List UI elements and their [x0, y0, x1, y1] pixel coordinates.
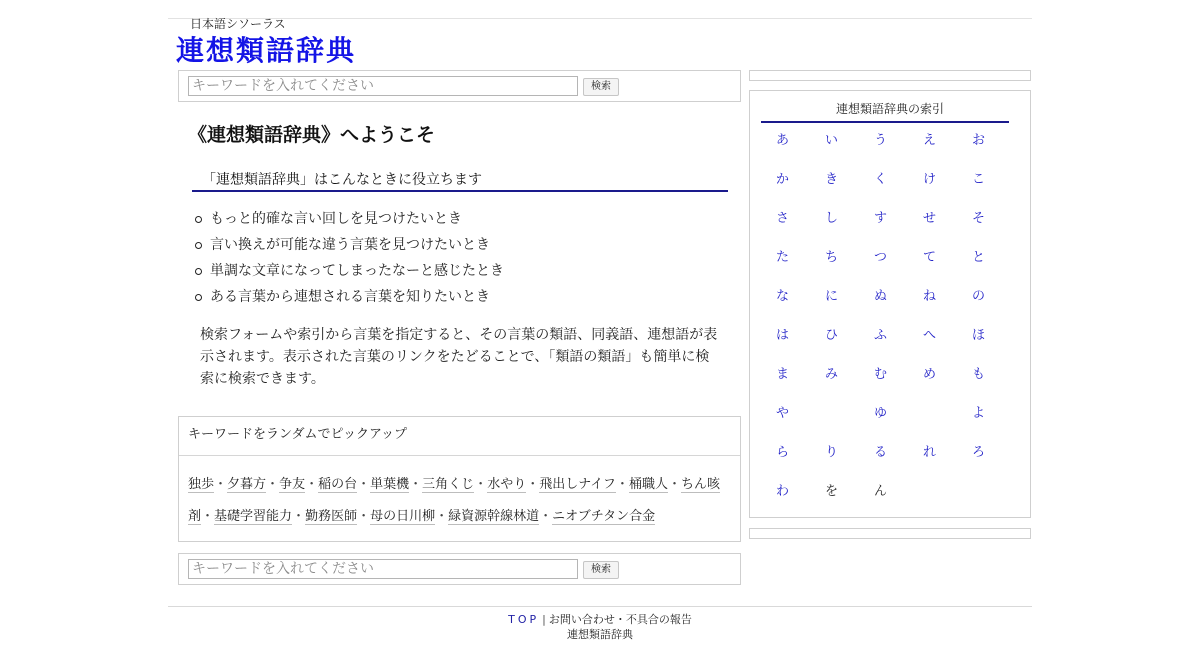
page-title: 《連想類語辞典》へようこそ: [188, 124, 436, 146]
footer-links: [0, 612, 1200, 628]
kana-index-link[interactable]: あ: [775, 133, 789, 148]
kana-index-link[interactable]: さ: [775, 211, 789, 226]
kana-index-link[interactable]: か: [775, 172, 789, 187]
word-separator: ・: [214, 477, 228, 492]
kana-index-link[interactable]: も: [971, 367, 985, 382]
kana-index-grid: [758, 127, 1003, 517]
header-top-rule: [168, 18, 1032, 19]
kana-index-link[interactable]: る: [873, 445, 887, 460]
pickup-word-link[interactable]: 独歩: [188, 477, 215, 492]
kana-index-link[interactable]: よ: [971, 406, 985, 421]
word-separator: ・: [305, 477, 319, 492]
kana-index-link[interactable]: こ: [971, 172, 985, 187]
kana-index-link[interactable]: ほ: [971, 328, 985, 343]
pickup-word-link[interactable]: 桶職人: [628, 477, 668, 492]
kana-index-link[interactable]: つ: [873, 250, 887, 265]
kana-index-link[interactable]: わ: [775, 484, 789, 499]
word-separator: ・: [357, 509, 371, 524]
kana-index-link[interactable]: そ: [971, 211, 985, 226]
word-separator: ・: [474, 477, 488, 492]
search-form-top: [178, 70, 741, 102]
word-separator: ・: [435, 509, 449, 524]
pickup-divider: [179, 455, 740, 456]
kana-index-link[interactable]: た: [775, 250, 789, 265]
kana-index-link[interactable]: と: [971, 250, 985, 265]
top-link[interactable]: TOP: [508, 613, 540, 626]
pickup-word-link[interactable]: 単葉機: [370, 477, 410, 492]
footer-rule: [168, 606, 1032, 607]
word-separator: ・: [539, 509, 553, 524]
list-item: ある言葉から連想される言葉を知りたいとき: [190, 284, 504, 310]
index-title-underline: [761, 121, 1009, 123]
site-subtitle: 日本語シソーラス: [190, 17, 286, 31]
kana-index-link[interactable]: け: [922, 172, 936, 187]
kana-index-link[interactable]: の: [971, 289, 985, 304]
pickup-word-link[interactable]: 緑資源幹線林道: [448, 509, 540, 524]
kana-index-link[interactable]: ん: [873, 484, 887, 499]
kana-index-link[interactable]: を: [824, 484, 838, 499]
word-separator: ・: [615, 477, 629, 492]
kana-index-link[interactable]: す: [873, 211, 887, 226]
pickup-word-link[interactable]: 勤務医師: [305, 509, 358, 524]
pickup-word-list: [188, 469, 736, 533]
index-title: 連想類語辞典の索引: [835, 102, 944, 116]
pickup-heading: キーワードをランダムでピックアップ: [188, 427, 408, 442]
section-heading: 「連想類語辞典」はこんなときに役立ちます: [202, 172, 482, 188]
list-item: もっと的確な言い回しを見つけたいとき: [190, 206, 504, 232]
kana-index-panel: [749, 90, 1031, 518]
kana-index-link[interactable]: に: [824, 289, 838, 304]
search-button[interactable]: 検索: [583, 78, 619, 96]
pickup-word-link[interactable]: ちん咳剤: [188, 477, 720, 524]
search-input[interactable]: [188, 559, 578, 579]
word-separator: ・: [409, 477, 423, 492]
kana-index-link[interactable]: く: [873, 172, 887, 187]
kana-index-link[interactable]: み: [824, 367, 838, 382]
intro-paragraph: 検索フォームや索引から言葉を指定すると、その言葉の類語、同義語、連想語が表示されます。表示された言葉のリンクをたどることで、「類語の類語」も簡単に検索に検索できます。: [200, 327, 718, 387]
kana-index-link[interactable]: ぬ: [873, 289, 887, 304]
kana-index-link[interactable]: な: [775, 289, 789, 304]
pickup-word-link[interactable]: ニオブチタン合金: [552, 509, 656, 524]
kana-index-link[interactable]: や: [775, 406, 789, 421]
kana-index-link[interactable]: れ: [922, 445, 936, 460]
kana-index-link[interactable]: へ: [922, 328, 936, 343]
kana-empty-cell: [905, 400, 954, 439]
kana-index-link[interactable]: い: [824, 133, 838, 148]
kana-index-link[interactable]: お: [971, 133, 985, 148]
kana-index-link[interactable]: ち: [824, 250, 838, 265]
pickup-word-link[interactable]: 稲の台: [318, 477, 358, 492]
search-input[interactable]: [188, 76, 578, 96]
kana-empty-cell: [905, 478, 954, 517]
kana-index-link[interactable]: ふ: [873, 328, 887, 343]
kana-index-link[interactable]: ろ: [971, 445, 985, 460]
word-separator: ・: [526, 477, 540, 492]
word-separator: ・: [357, 477, 371, 492]
pickup-word-link[interactable]: 飛出しナイフ: [539, 477, 616, 492]
search-form-bottom: [178, 553, 741, 585]
site-title-logo[interactable]: 連想類語辞典: [176, 34, 357, 67]
random-pickup-panel: [178, 416, 741, 542]
welcome-section: [178, 102, 741, 412]
sidebar-bottom-strip: [749, 528, 1031, 539]
footer-separator: |: [542, 613, 546, 626]
sidebar-top-strip: [749, 70, 1031, 81]
kana-index-link[interactable]: ね: [922, 289, 936, 304]
pickup-word-link[interactable]: 水やり: [487, 477, 527, 492]
word-separator: ・: [292, 509, 306, 524]
use-case-list: [190, 206, 504, 310]
contact-link[interactable]: お問い合わせ・不具合の報告: [548, 613, 692, 626]
kana-index-link[interactable]: め: [922, 367, 936, 382]
kana-index-link[interactable]: む: [873, 367, 887, 382]
list-item: 単調な文章になってしまったなーと感じたとき: [190, 258, 504, 284]
list-item: 言い換えが可能な違う言葉を見つけたいとき: [190, 232, 504, 258]
pickup-word-link[interactable]: 夕暮方: [227, 477, 267, 492]
kana-index-link[interactable]: し: [824, 211, 838, 226]
kana-index-link[interactable]: え: [922, 133, 936, 148]
footer-brand: 連想類語辞典: [567, 628, 633, 641]
heading-underline: [192, 190, 728, 192]
pickup-word-link[interactable]: 争友: [279, 477, 306, 492]
word-separator: ・: [201, 509, 215, 524]
kana-index-link[interactable]: き: [824, 172, 838, 187]
kana-index-link[interactable]: ひ: [824, 328, 838, 343]
search-button[interactable]: 検索: [583, 561, 619, 579]
kana-index-link[interactable]: う: [873, 133, 887, 148]
kana-index-link[interactable]: ゆ: [873, 406, 887, 421]
kana-index-link[interactable]: り: [824, 445, 838, 460]
kana-empty-cell: [954, 478, 1003, 517]
word-separator: ・: [266, 477, 280, 492]
kana-index-link[interactable]: せ: [922, 211, 936, 226]
pickup-word-link[interactable]: 基礎学習能力: [214, 509, 293, 524]
kana-empty-cell: [807, 400, 856, 439]
pickup-word-link[interactable]: 三角くじ: [422, 477, 475, 492]
pickup-word-link[interactable]: 母の日川柳: [370, 509, 436, 524]
kana-index-link[interactable]: ら: [775, 445, 789, 460]
kana-index-link[interactable]: て: [922, 250, 936, 265]
word-separator: ・: [667, 477, 681, 492]
kana-index-link[interactable]: ま: [775, 367, 789, 382]
kana-index-link[interactable]: は: [775, 328, 789, 343]
